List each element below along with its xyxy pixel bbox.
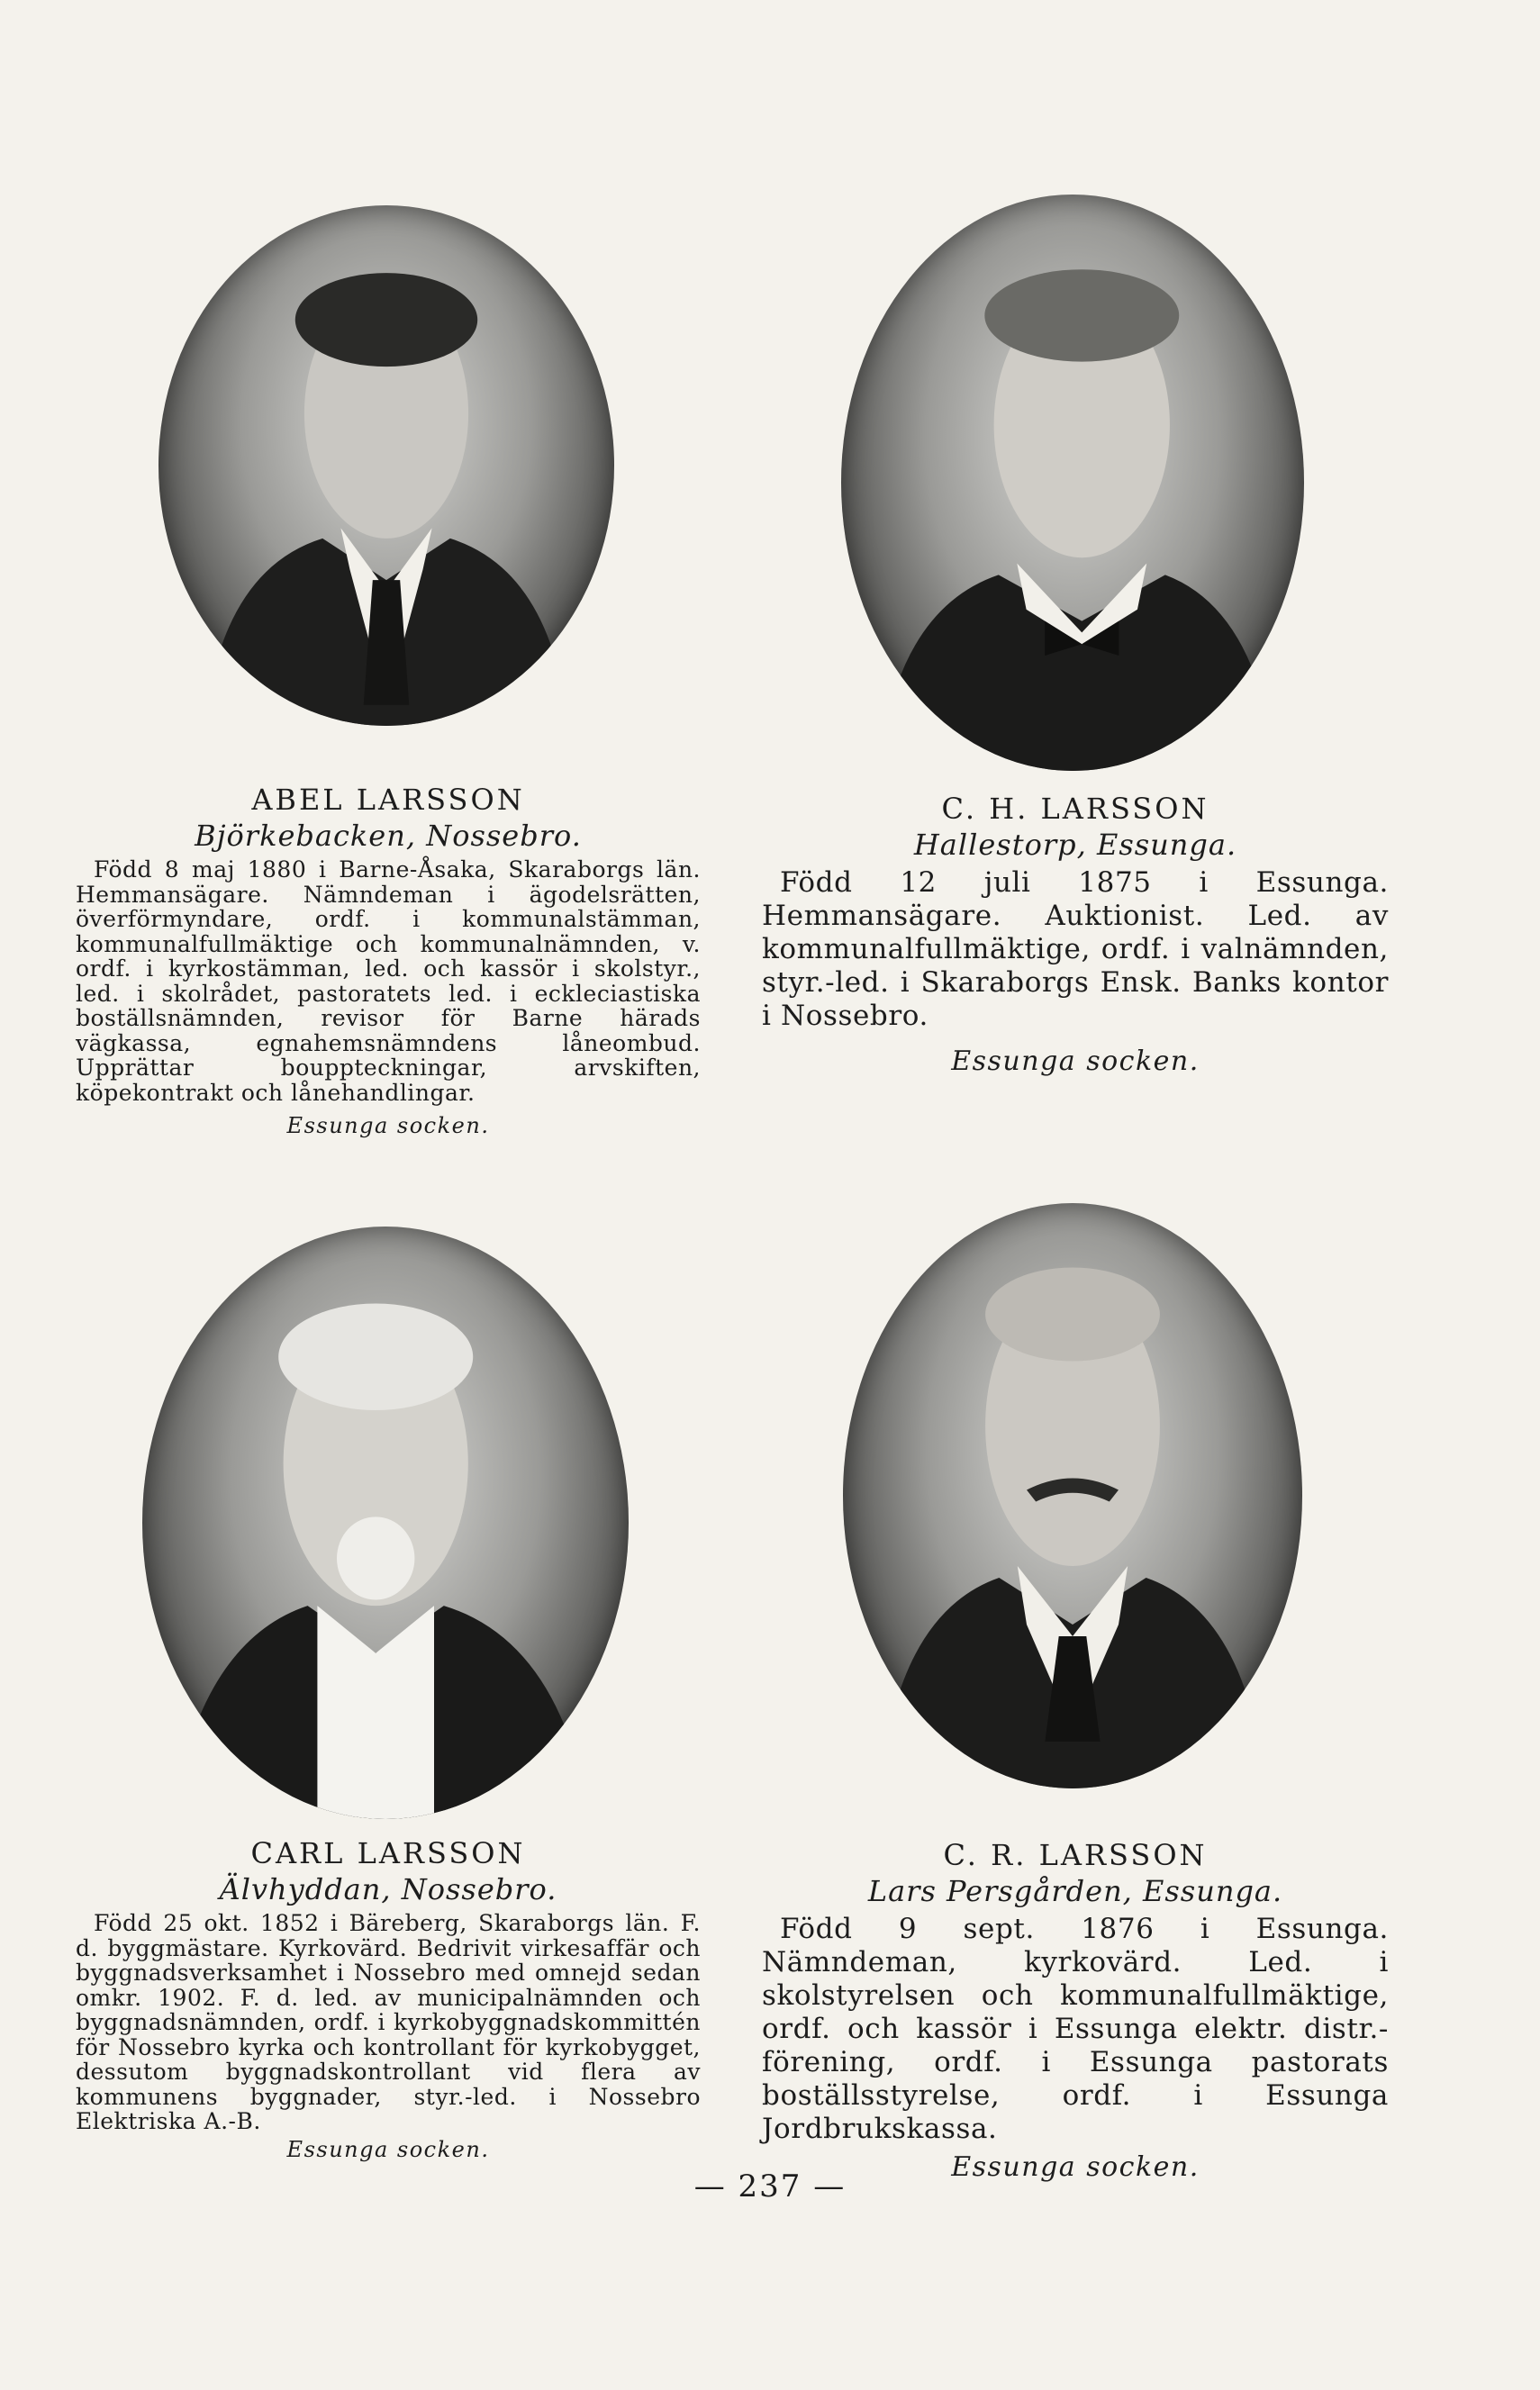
portrait-photo-c-h-larsson <box>841 195 1304 771</box>
parish-label: Essunga socken. <box>951 2151 1200 2183</box>
biography-text: Född 8 maj 1880 i Barne-Åsaka, Skaraborgs län. Hemmansägare. Nämndeman i ägodelsrätten, överförmyndare, ordf. i kommunalstämman, kommunalfullmäktige och kommunalnämnden, v. ordf. i kyrkostämman, led. och kassör i skolstyr., led. i skolrådet, pastoratets led. i eckleciastiska boställsnämnden, revisor för Barne härads vägkassa, egnahemsnämndens låneombud. Upprättar bouppteckningar, arvskiften, köpekontrakt och lånehandlingar. <box>76 856 701 1106</box>
biography-entry <box>762 791 1389 1078</box>
residence: Hallestorp, Essunga. <box>913 828 1237 862</box>
biography-text: Född 12 juli 1875 i Essunga. Hemmansägare. Auktionist. Led. av kommunalfullmäktige, ordf. i valnämnden, styr.-led. i Skaraborgs Ensk. Banks kontor i Nossebro. <box>762 866 1389 1032</box>
portrait-figure-icon <box>843 1203 1302 1788</box>
parish-label: Essunga socken. <box>951 1046 1200 1077</box>
person-name: ABEL LARSSON <box>251 783 525 817</box>
residence: Björkebacken, Nossebro. <box>195 819 582 853</box>
biography-text: Född 9 sept. 1876 i Essunga. Nämndeman, kyrkovärd. Led. i skolstyrelsen och kommunalfullmäktige, ordf. och kassör i Essunga elektr. distr.-förening, ordf. i Essunga pastorats boställsstyrelse, ordf. i Essunga Jordbrukskassa. <box>762 1913 1389 2145</box>
portrait-photo-abel-larsson <box>159 205 614 726</box>
portrait-figure-icon <box>841 195 1304 771</box>
portrait-photo-c-r-larsson <box>843 1203 1302 1788</box>
biography-entry <box>76 782 701 1139</box>
parish-label: Essunga socken. <box>286 2136 490 2162</box>
person-name: CARL LARSSON <box>250 1836 526 1870</box>
biography-text: Född 25 okt. 1852 i Bäreberg, Skaraborgs län. F. d. byggmästare. Kyrkovärd. Bedrivit virkesaffär och byggnadsverksamhet i Nossebro med omnejd sedan omkr. 1902. F. d. led. av municipalnämnden och byggnadsnämnden, ordf. i kyrkobyggnadskommittén för Nossebro kyrka och kontrollant för kyrkobygget, dessutom byggnadskontrollant vid flera av kommunens byggnader, styr.-led. i Nossebro Elektriska A.-B. <box>76 1910 701 2134</box>
biography-entry <box>762 1837 1389 2184</box>
portrait-photo-carl-larsson <box>142 1227 629 1819</box>
portrait-figure-icon <box>142 1227 629 1819</box>
parish-label: Essunga socken. <box>286 1113 490 1138</box>
person-name: C. H. LARSSON <box>941 792 1209 826</box>
residence: Lars Persgården, Essunga. <box>867 1874 1283 1908</box>
biography-entry <box>76 1835 701 2163</box>
portrait-figure-icon <box>159 205 614 726</box>
page-number: — 237 — <box>693 2168 847 2204</box>
person-name: C. R. LARSSON <box>943 1838 1208 1872</box>
residence: Älvhyddan, Nossebro. <box>219 1872 557 1906</box>
